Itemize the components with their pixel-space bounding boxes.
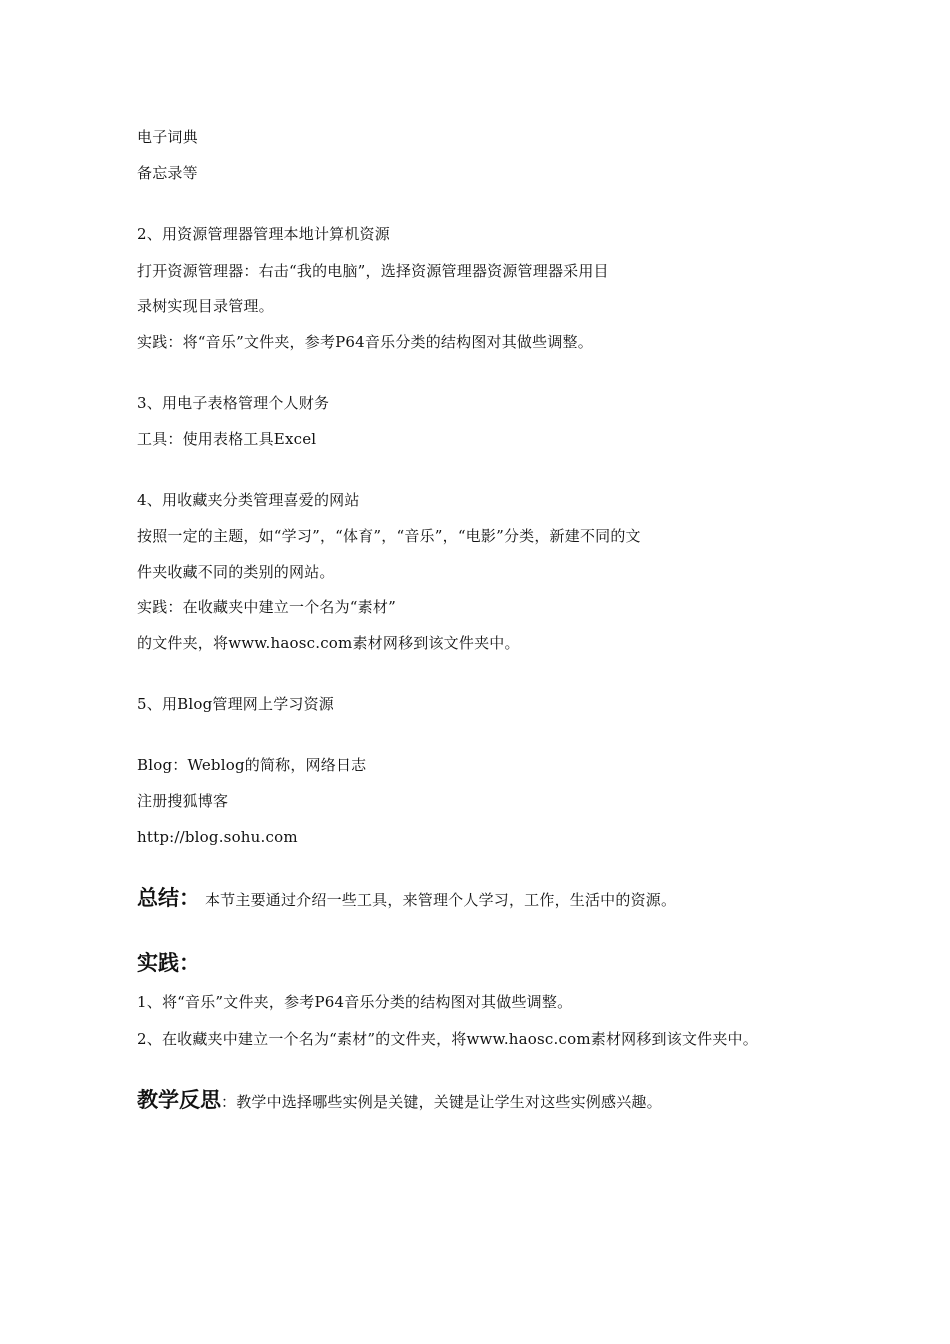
reflection-text: ：教学中选择哪些实例是关键，关键是让学生对这些实例感兴趣。 (221, 1093, 662, 1111)
line-memo: 备忘录等 (137, 164, 198, 182)
section-4-title: 4、用收藏夹分类管理喜爱的网站 (137, 491, 360, 509)
summary-text: 本节主要通过介绍一些工具，来管理个人学习，工作，生活中的资源。 (200, 891, 677, 909)
section-5-title: 5、用Blog管理网上学习资源 (137, 695, 334, 713)
practice-label: 实践： (137, 951, 200, 975)
line-electronic-dictionary: 电子词典 (137, 128, 198, 146)
summary-label: 总结： (137, 886, 200, 910)
section-5-url: http://blog.sohu.com (137, 828, 298, 846)
section-2-text-2: 录树实现目录管理。 (137, 297, 274, 315)
section-4-text-1: 按照一定的主题，如“学习”，“体育”，“音乐”，“电影”分类，新建不同的文 (137, 527, 641, 545)
reflection-paragraph (137, 1086, 662, 1116)
reflection-label: 教学反思 (137, 1088, 221, 1112)
section-5-blog-definition: Blog：Weblog的简称，网络日志 (137, 756, 367, 774)
section-4-practice-2: 的文件夹，将www.haosc.com素材网移到该文件夹中。 (137, 634, 520, 652)
section-4-text-2: 件夹收藏不同的类别的网站。 (137, 563, 335, 581)
section-4-practice-1: 实践：在收藏夹中建立一个名为“素材” (137, 598, 396, 616)
section-3-tool: 工具：使用表格工具Excel (137, 430, 317, 448)
section-2-title: 2、用资源管理器管理本地计算机资源 (137, 225, 390, 243)
section-2-practice: 实践：将“音乐”文件夹，参考P64音乐分类的结构图对其做些调整。 (137, 333, 593, 351)
practice-heading (137, 949, 200, 979)
section-3-title: 3、用电子表格管理个人财务 (137, 394, 330, 412)
section-5-register: 注册搜狐博客 (137, 792, 229, 810)
summary-paragraph (137, 884, 676, 914)
practice-item-2: 2、在收藏夹中建立一个名为“素材”的文件夹，将www.haosc.com素材网移到该文件夹中。 (137, 1030, 758, 1048)
section-2-text-1: 打开资源管理器：右击“我的电脑”，选择资源管理器资源管理器采用目 (137, 262, 609, 280)
practice-item-1: 1、将“音乐”文件夹，参考P64音乐分类的结构图对其做些调整。 (137, 993, 573, 1011)
